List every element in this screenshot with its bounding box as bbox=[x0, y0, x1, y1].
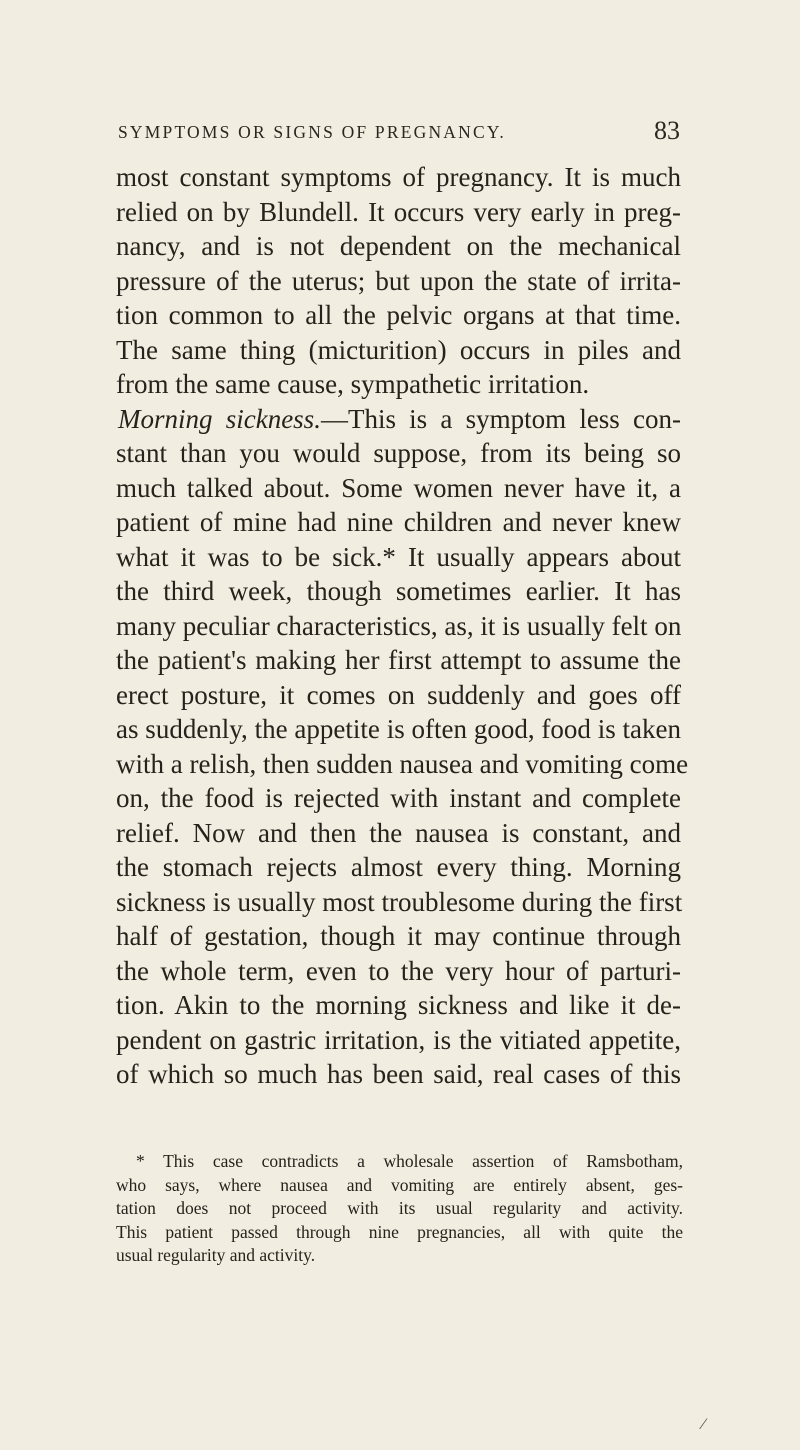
section-heading-italic: Morning sickness. bbox=[118, 403, 321, 434]
text-line: what it was to be sick.* It usually appears about bbox=[116, 541, 681, 572]
footnote-line: * This case contradicts a wholesale assertion of Ramsbotham, bbox=[136, 1151, 683, 1171]
text-line: the third week, though sometimes earlier. It has bbox=[116, 576, 681, 606]
text-line: as suddenly, the appetite is often good, food is taken bbox=[116, 714, 681, 744]
text-line: from the same cause, sympathetic irritation. bbox=[116, 369, 590, 399]
running-head: SYMPTOMS OR SIGNS OF PREGNANCY. bbox=[118, 122, 506, 142]
text-line: of which so much has been said, real cases of this bbox=[116, 1059, 681, 1089]
text-line: the stomach rejects almost every thing. Morning bbox=[116, 852, 681, 882]
text-line: nancy, and is not dependent on the mechanical bbox=[116, 231, 681, 261]
text-line: pressure of the uterus; but upon the state of irrita- bbox=[116, 265, 681, 296]
text-line: relied on by Blundell. It occurs very early in preg- bbox=[116, 196, 681, 227]
text-line: patient of mine had nine children and never knew bbox=[116, 507, 681, 537]
page-header bbox=[118, 116, 680, 148]
footnote-line: tation does not proceed with its usual regularity and activity. bbox=[116, 1198, 683, 1218]
footnote bbox=[116, 1150, 683, 1268]
footnote-line: usual regularity and activity. bbox=[116, 1245, 316, 1265]
text-line: erect posture, it comes on suddenly and goes off bbox=[116, 679, 681, 710]
text-line-continuation: —This is a symptom less con- bbox=[320, 403, 682, 434]
text-line: many peculiar characteristics, as, it is usually felt on bbox=[116, 610, 682, 641]
text-line: tion. Akin to the morning sickness and like it de- bbox=[116, 990, 681, 1020]
text-line: much talked about. Some women never have it, a bbox=[116, 472, 681, 503]
footnote-line: This patient passed through nine pregnancies, all with quite the bbox=[116, 1221, 683, 1242]
text-line: relief. Now and then the nausea is constant, and bbox=[116, 817, 681, 848]
margin-mark: ⁄ bbox=[702, 1416, 705, 1433]
body-text bbox=[116, 160, 689, 1092]
text-line: tion common to all the pelvic organs at that time. bbox=[116, 300, 681, 330]
text-line: on, the food is rejected with instant and complete bbox=[116, 783, 681, 813]
footnote-line: who says, where nausea and vomiting are entirely absent, ges- bbox=[116, 1174, 683, 1195]
text-line: most constant symptoms of pregnancy. It is much bbox=[116, 162, 681, 192]
text-line: the patient's making her first attempt to assume the bbox=[116, 645, 681, 675]
page-number: 83 bbox=[654, 116, 680, 145]
text-line: stant than you would suppose, from its being so bbox=[116, 438, 681, 468]
text-line: sickness is usually most troublesome during the first bbox=[116, 886, 683, 917]
text-line: The same thing (micturition) occurs in piles and bbox=[116, 334, 681, 365]
text-line: pendent on gastric irritation, is the vitiated appetite, bbox=[116, 1024, 681, 1055]
text-line bbox=[116, 402, 681, 437]
text-line: the whole term, even to the very hour of parturi- bbox=[116, 955, 681, 986]
text-line: half of gestation, though it may continue through bbox=[116, 921, 681, 951]
text-line: with a relish, then sudden nausea and vomiting come bbox=[116, 748, 689, 779]
